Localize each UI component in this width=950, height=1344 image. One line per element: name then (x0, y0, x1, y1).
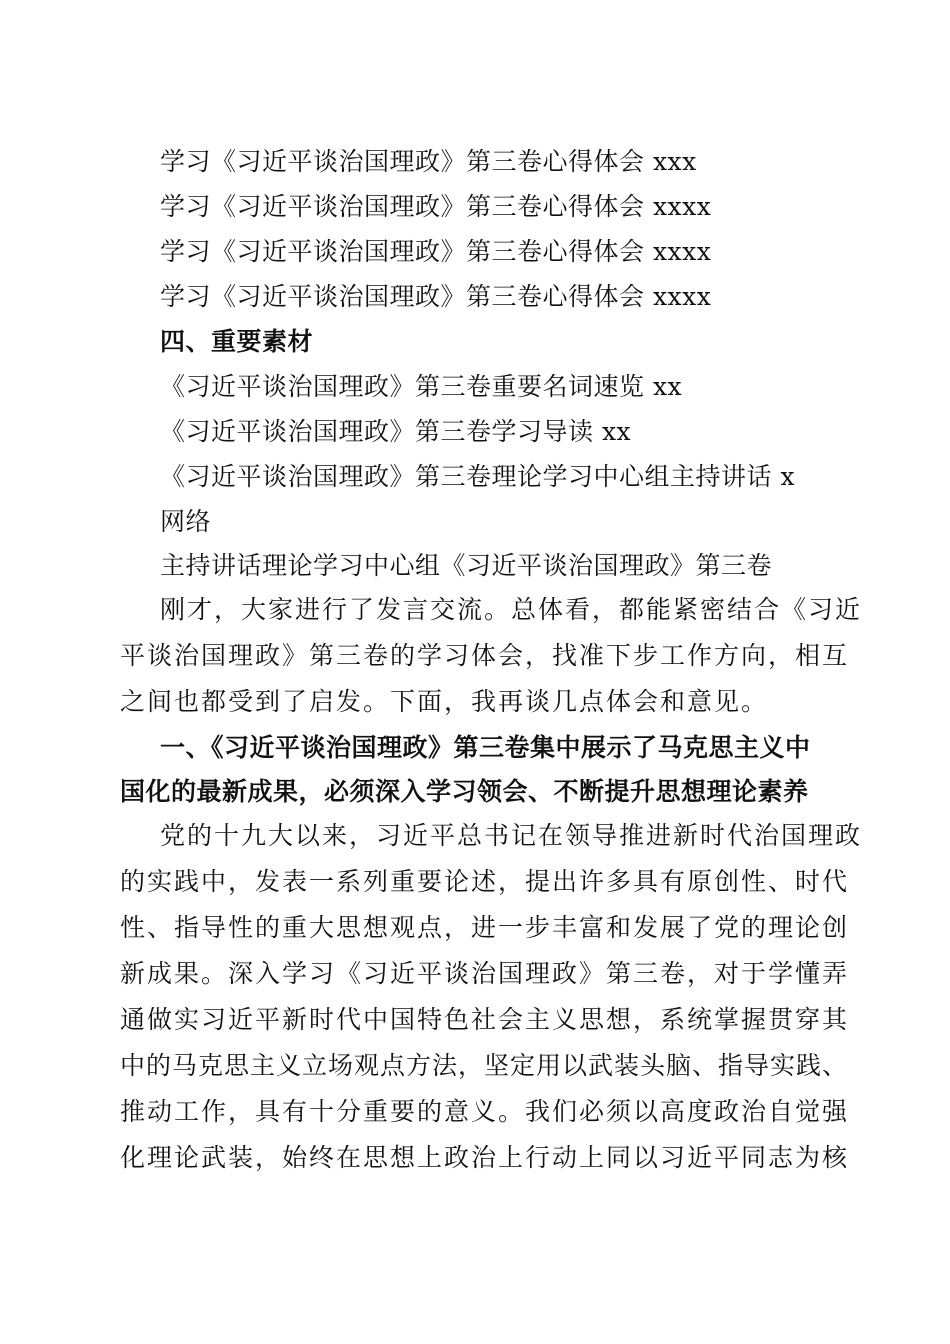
speech-title: 主持讲话理论学习中心组《习近平谈治国理政》第三卷 (160, 551, 773, 580)
section-four-heading: 四、重要素材 (160, 327, 314, 356)
body-line-1: 党的十九大以来，习近平总书记在领导推进新时代治国理政 (160, 821, 863, 850)
heading-one-line-1: 一、《习近平谈治国理政》第三卷集中展示了马克思主义中 (160, 733, 811, 762)
heading-one-line-2: 国化的最新成果，必须深入学习领会、不断提升思想理论素养 (120, 777, 809, 806)
body-line-4: 新成果。深入学习《习近平谈治国理政》第三卷，对于学懂弄 (120, 959, 850, 988)
list-item-3: 学习《习近平谈治国理政》第三卷心得体会 xxxx (160, 237, 712, 266)
intro-line-2: 平谈治国理政》第三卷的学习体会，找准下步工作方向，相互 (120, 641, 850, 670)
body-line-2: 的实践中，发表一系列重要论述，提出许多具有原创性、时代 (120, 867, 850, 896)
list-item-4: 学习《习近平谈治国理政》第三卷心得体会 xxxx (160, 282, 712, 311)
body-line-6: 中的马克思主义立场观点方法，坚定用以武装头脑、指导实践、 (120, 1051, 849, 1080)
body-line-3: 性、指导性的重大思想观点，进一步丰富和发展了党的理论创 (120, 913, 850, 942)
body-line-5: 通做实习近平新时代中国特色社会主义思想，系统掌握贯穿其 (120, 1005, 850, 1034)
intro-line-3: 之间也都受到了启发。下面，我再谈几点体会和意见。 (120, 687, 769, 716)
material-source: 网络 (160, 507, 212, 536)
intro-line-1: 刚才，大家进行了发言交流。总体看，都能紧密结合《习近 (160, 595, 863, 624)
list-item-1: 学习《习近平谈治国理政》第三卷心得体会 xxx (160, 147, 697, 176)
body-line-7: 推动工作，具有十分重要的意义。我们必须以高度政治自觉强 (120, 1097, 850, 1126)
material-item-2: 《习近平谈治国理政》第三卷学习导读 xx (160, 417, 632, 446)
body-line-8: 化理论武装，始终在思想上政治上行动上同以习近平同志为核 (120, 1143, 850, 1172)
material-item-3: 《习近平谈治国理政》第三卷理论学习中心组主持讲话 x (160, 462, 796, 491)
material-item-1: 《习近平谈治国理政》第三卷重要名词速览 xx (160, 372, 683, 401)
list-item-2: 学习《习近平谈治国理政》第三卷心得体会 xxxx (160, 192, 712, 221)
